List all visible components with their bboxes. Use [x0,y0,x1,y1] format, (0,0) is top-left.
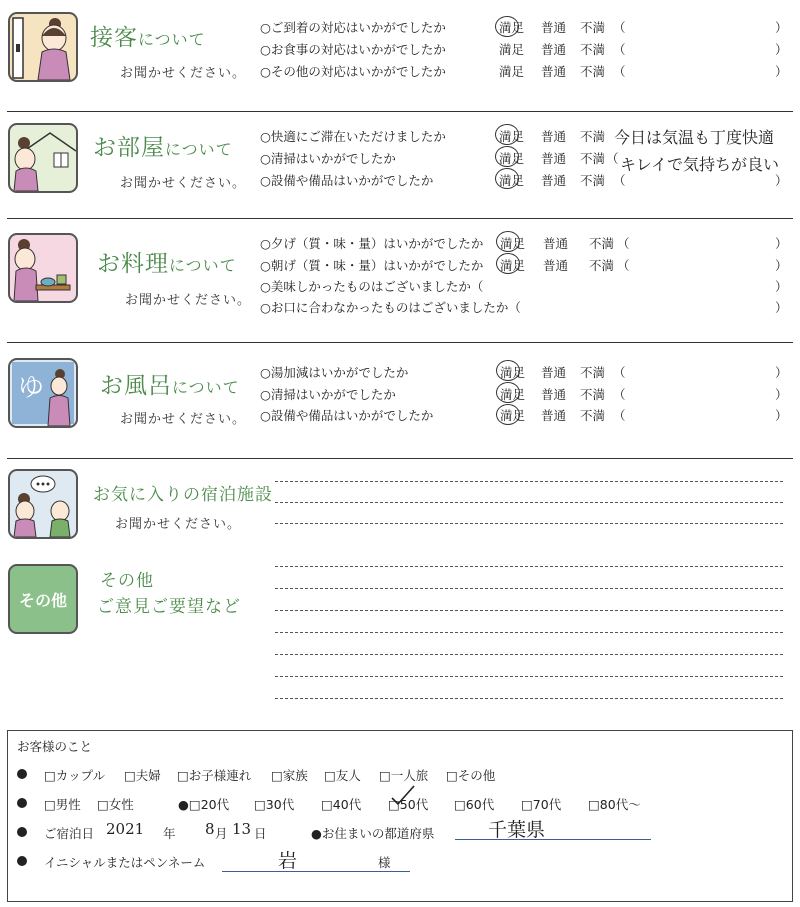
bullet-icon [17,827,27,837]
write-line [275,523,783,524]
selected-circle [496,404,520,425]
room-subtitle: お聞かせください。 [120,176,247,191]
room-illustration [8,123,78,193]
paren-open: （ [613,64,626,79]
paren-open: （ [613,387,626,402]
section-divider [7,342,793,343]
paren-open: （ [613,173,626,188]
bullet-icon [17,798,27,808]
rating-bad[interactable]: 不満 [580,151,606,166]
question-text: ○快適にご滞在いただけましたか [260,129,446,144]
rating-bad[interactable]: 不満 [589,236,615,251]
rating-normal[interactable]: 普通 [541,64,567,79]
checkbox-age-40s[interactable]: □40代 [321,797,362,812]
rating-bad[interactable]: 不満 [580,173,606,188]
bath-icon [10,360,76,426]
checkbox-solo[interactable]: □一人旅 [379,768,429,783]
question-text: ○美味しかったものはございましたか（ [260,279,484,294]
selected-circle [495,124,519,145]
initial-row [17,853,31,868]
rating-normal[interactable]: 普通 [543,258,569,273]
selected-circle [496,253,520,274]
paren-close: ） [775,173,788,188]
checkbox-married[interactable]: □夫婦 [124,768,161,783]
paren-close: ） [775,365,788,380]
rating-good[interactable]: 満足 [499,42,525,57]
rating-good[interactable]: 満足 [500,236,526,251]
write-line [275,481,783,482]
stay-day-value[interactable]: 13 [232,820,252,838]
bullet-icon [17,856,27,866]
checkbox-couple[interactable]: □カップル [44,768,106,783]
paren-open: （ [613,408,626,423]
rating-bad[interactable]: 不満 [580,387,606,402]
section-divider [7,458,793,459]
customer-info-box [7,730,793,902]
checkbox-female[interactable]: □女性 [97,797,134,812]
rating-normal[interactable]: 普通 [541,173,567,188]
rating-normal[interactable]: 普通 [541,151,567,166]
customer-heading: お客様のこと [17,739,93,754]
paren-open: （ [613,365,626,380]
paren-close: ） [775,387,788,402]
favorite-title: お気に入りの宿泊施設 [93,485,273,505]
question-text: ○夕げ（質・味・量）はいかがでしたか [260,236,484,251]
paren-close: ） [775,42,788,57]
initial-label: イニシャルまたはペンネーム [44,855,206,870]
rating-bad[interactable]: 不満 [580,20,606,35]
write-line [275,566,783,567]
paren-open: （ [606,151,619,166]
checkbox-age-50s[interactable]: □50代 [388,797,429,812]
prefecture-value[interactable]: 千葉県 [488,819,546,841]
stay-year-value[interactable]: 2021 [106,820,145,838]
food-icon [10,235,76,301]
rating-normal[interactable]: 普通 [541,408,567,423]
rating-good[interactable]: 満足 [499,129,525,144]
write-line [275,676,783,677]
rating-bad[interactable]: 不満 [580,365,606,380]
selected-circle [495,168,519,189]
question-text: ○清掃はいかがでしたか [260,151,396,166]
other-title-1: その他 [100,571,154,591]
other-box-label: その他 [18,590,67,610]
checkbox-age-30s[interactable]: □30代 [254,797,295,812]
other-label-box [8,564,78,634]
selected-circle [496,360,520,381]
write-line [275,654,783,655]
reception-illustration [8,12,78,82]
initial-value[interactable]: 岩 [278,850,298,872]
room-icon [10,125,76,191]
write-line [275,632,783,633]
write-line [275,502,783,503]
favorite-subtitle: お聞かせください。 [115,517,242,532]
month-unit: 月 [215,826,228,841]
chat-icon [10,471,76,537]
sama-label: 様 [378,855,391,870]
rating-bad[interactable]: 不満 [580,42,606,57]
paren-open: （ [613,42,626,57]
paren-close: ） [775,279,788,294]
checkbox-age-80s[interactable]: □80代〜 [588,797,641,812]
stay-date-row [17,824,31,839]
food-title: お料理について [97,251,237,277]
checkbox-male[interactable]: □男性 [44,797,81,812]
checkbox-age-20s[interactable]: ●□20代 [178,797,230,812]
rating-normal[interactable]: 普通 [541,20,567,35]
question-text: ○その他の対応はいかがでしたか [260,64,446,79]
rating-good[interactable]: 満足 [499,173,525,188]
checkbox-family[interactable]: □家族 [271,768,308,783]
paren-open: （ [617,258,630,273]
checkbox-other[interactable]: □その他 [446,768,496,783]
selected-circle [495,16,519,37]
room-title: お部屋について [93,135,233,161]
paren-close: ） [775,408,788,423]
rating-good[interactable]: 満足 [500,365,526,380]
bath-subtitle: お聞かせください。 [120,412,247,427]
rating-bad[interactable]: 不満 [580,64,606,79]
write-line [275,698,783,699]
year-unit: 年 [163,826,176,841]
paren-close: ） [775,300,788,315]
selected-circle [496,231,520,252]
day-unit: 日 [254,826,267,841]
initial-underline [222,871,410,872]
rating-normal[interactable]: 普通 [541,365,567,380]
rating-normal[interactable]: 普通 [541,129,567,144]
paren-close: ） [775,64,788,79]
handwritten-comment: キレイで気持ちが良い [620,155,780,174]
hostess-icon [10,14,76,80]
reception-title: 接客について [90,25,206,51]
rating-normal[interactable]: 普通 [541,387,567,402]
question-text: ○ご到着の対応はいかがでしたか [260,20,446,35]
checkbox-age-60s[interactable]: □60代 [454,797,495,812]
paren-close: ） [775,236,788,251]
question-text: ○湯加減はいかがでしたか [260,365,409,380]
reception-subtitle: お聞かせください。 [120,66,247,81]
food-subtitle: お聞かせください。 [125,293,252,308]
section-divider [7,111,793,112]
rating-good[interactable]: 満足 [500,408,526,423]
rating-normal[interactable]: 普通 [541,42,567,57]
stay-date-label: ご宿泊日 [44,826,95,841]
handwritten-comment: 今日は気温も丁度快適 [614,128,775,147]
checkbox-age-70s[interactable]: □70代 [521,797,562,812]
write-line [275,610,783,611]
paren-close: ） [775,20,788,35]
companion-row [17,766,31,781]
rating-bad[interactable]: 不満 [589,258,615,273]
bath-sign-text: ゆ [18,373,45,403]
rating-good[interactable]: 満足 [500,258,526,273]
rating-good[interactable]: 満足 [500,387,526,402]
bullet-icon [17,769,27,779]
rating-bad[interactable]: 不満 [580,129,606,144]
rating-bad[interactable]: 不満 [580,408,606,423]
rating-good[interactable]: 満足 [499,151,525,166]
selected-circle [495,146,519,167]
checkbox-friends[interactable]: □友人 [324,768,361,783]
bath-illustration [8,358,78,428]
question-text: ○お口に合わなかったものはございましたか（ [260,300,521,315]
stay-month-value[interactable]: 8 [205,820,215,838]
paren-close: ） [775,258,788,273]
paren-open: （ [617,236,630,251]
checkbox-with-kids[interactable]: □お子様連れ [177,768,252,783]
question-text: ○清掃はいかがでしたか [260,387,396,402]
prefecture-underline [455,839,651,840]
question-text: ○設備や備品はいかがでしたか [260,408,434,423]
question-text: ○朝げ（質・味・量）はいかがでしたか [260,258,484,273]
food-illustration [8,233,78,303]
paren-open: （ [613,20,626,35]
gender-row [17,795,31,810]
other-title-2: ご意見ご要望など [97,597,241,617]
rating-good[interactable]: 満足 [499,20,525,35]
section-divider [7,218,793,219]
question-text: ○設備や備品はいかがでしたか [260,173,434,188]
rating-normal[interactable]: 普通 [543,236,569,251]
question-text: ○お食事の対応はいかがでしたか [260,42,446,57]
rating-good[interactable]: 満足 [499,64,525,79]
check-mark-icon [390,784,416,806]
write-line [275,588,783,589]
selected-circle [496,382,520,403]
prefecture-label: ●お住まいの都道府県 [311,826,435,841]
bath-title: お風呂について [100,373,240,399]
favorite-illustration [8,469,78,539]
